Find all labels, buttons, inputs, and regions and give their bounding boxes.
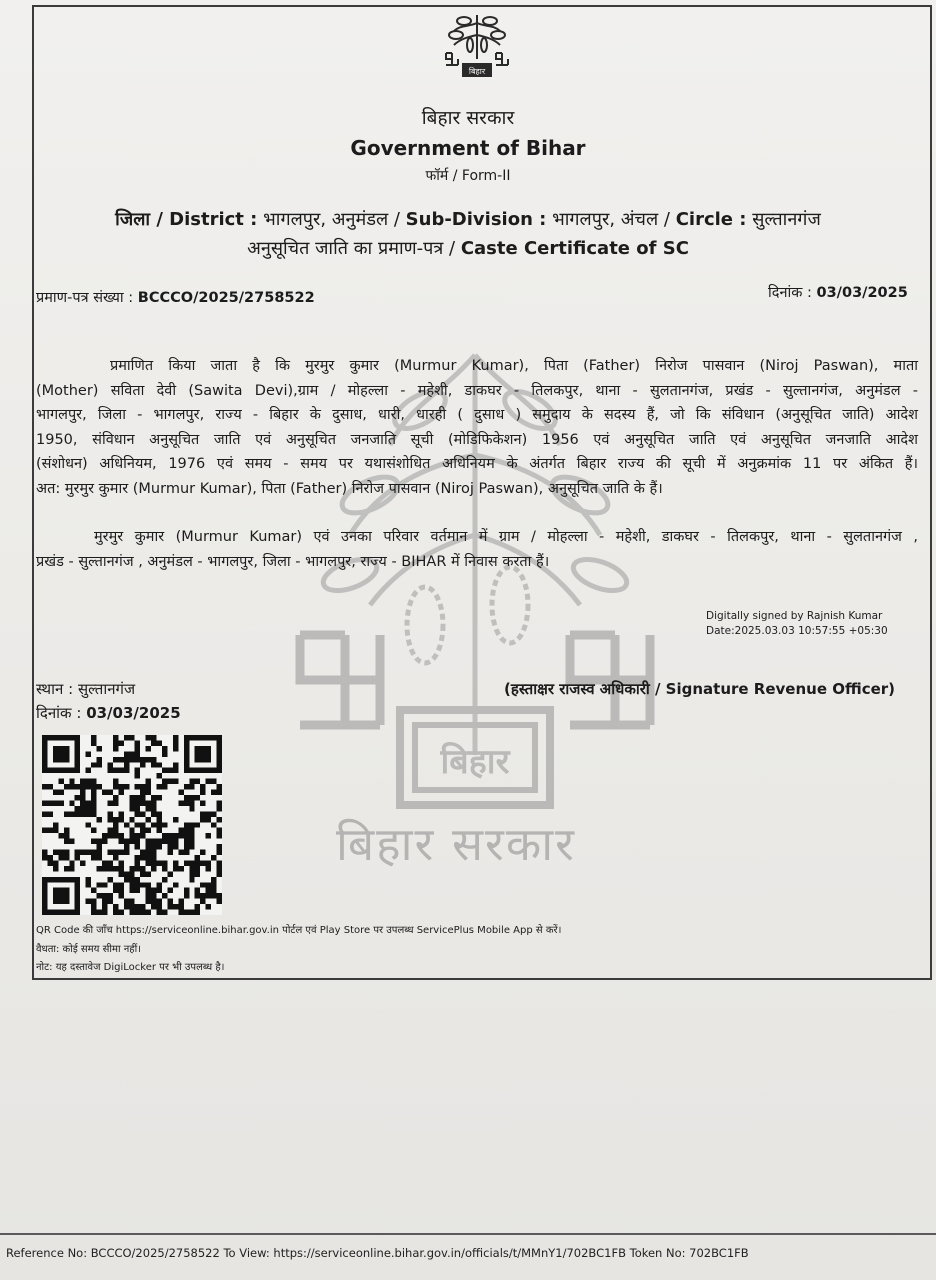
reference-line: Reference No: BCCCO/2025/2758522 To View: https://serviceonline.bihar.gov.in/officials/t/MMnY1/702BC1FB Token No: 702BC1FB bbox=[6, 1246, 749, 1260]
paragraph-line: (संशोधन) अधिनियम, 1976 एवं समय - समय पर यथासंशोधित अधिनियम के अंतर्गत बिहार राज्य की सूची में अनुक्रमांक 11 पर अंकित हैं। bbox=[36, 456, 918, 472]
issue-date bbox=[768, 282, 908, 302]
paragraph-line: (Mother) सविता देवी (Sawita Devi),ग्राम / मोहल्ला - महेशी, डाकघर - तिलकपुर, थाना - सुलतानगंज, प्रखंड - सुल्तानगंज, अनुमंडल - bbox=[36, 382, 918, 399]
paragraph-line: अत: मुरमुर कुमार (Murmur Kumar), पिता (Father) निरोज पासवान (Niroj Paswan), अनुसूचित जाति के हैं। bbox=[36, 480, 663, 497]
issue-date-value: 03/03/2025 bbox=[816, 285, 908, 301]
certificate-number bbox=[36, 287, 315, 307]
place-value: सुल्तानगंज bbox=[77, 680, 136, 698]
digital-signature-date: Date:2025.03.03 10:57:55 +05:30 bbox=[706, 625, 888, 637]
certificate-number-value: BCCCO/2025/2758522 bbox=[137, 290, 315, 306]
circle-value: सुल्तानगंज bbox=[752, 209, 821, 230]
issue-date-label: दिनांक : bbox=[768, 285, 812, 301]
place bbox=[36, 679, 135, 699]
subdivision-label: Sub-Division : bbox=[405, 209, 547, 230]
certificate-title-hindi: अनुसूचित जाति का प्रमाण-पत्र / bbox=[247, 238, 456, 259]
circle-label: Circle : bbox=[675, 209, 747, 230]
bottom-divider bbox=[0, 1233, 936, 1235]
digital-signature bbox=[706, 609, 888, 639]
certification-paragraph bbox=[36, 354, 918, 501]
place-date-label: दिनांक : bbox=[36, 704, 82, 722]
paragraph-line: प्रमाणित किया जाता है कि मुरमुर कुमार (Murmur Kumar), पिता (Father) निरोज पासवान (Niroj Paswan), माता bbox=[110, 358, 918, 374]
paragraph-line: भागलपुर, जिला - भागलपुर, राज्य - बिहार के दुसाध, धारी, धारही ( दुसाध ) समुदाय के सदस्य हैं, जो कि संविधान (अनुसूचित जाति) आदेश bbox=[36, 407, 918, 423]
digital-signature-name: Digitally signed by Rajnish Kumar bbox=[706, 610, 883, 622]
footer-note-digilocker: नोट: यह दस्तावेज DigiLocker पर भी उपलब्ध है। bbox=[36, 962, 225, 973]
district-label: जिला / District : bbox=[115, 209, 258, 230]
bodhi-tree-emblem-icon bbox=[440, 9, 514, 83]
place-date bbox=[36, 703, 181, 723]
title-english: Government of Bihar bbox=[350, 136, 586, 160]
paragraph-line: मुरमुर कुमार (Murmur Kumar) एवं उनका परिवार वर्तमान में ग्राम / मोहल्ला - महेशी, डाकघर - तिलकपुर, थाना - सुलतानगंज , bbox=[94, 529, 918, 545]
place-date-value: 03/03/2025 bbox=[86, 704, 181, 722]
title-hindi: बिहार सरकार bbox=[421, 107, 515, 129]
district-value: भागलपुर, अनुमंडल / bbox=[263, 209, 400, 230]
svg-text:बिहार: बिहार bbox=[440, 742, 510, 782]
footer-note-validity: वैधता: कोई समय सीमा नहीं। bbox=[36, 944, 141, 955]
residence-paragraph bbox=[36, 525, 918, 574]
subdivision-value: भागलपुर, अंचल / bbox=[552, 209, 670, 230]
svg-text:बिहार: बिहार bbox=[468, 67, 486, 76]
certificate-title bbox=[0, 236, 936, 260]
certificate-title-english: Caste Certificate of SC bbox=[460, 238, 689, 259]
qr-code-icon[interactable] bbox=[42, 733, 222, 917]
paragraph-line: 1950, संविधान अनुसूचित जाति एवं अनुसूचित जनजाति सूची (मोडिफिकेशन) 1956 एवं अनुसूचित जाति एवं अनुसूचित जनजाति आदेश bbox=[36, 431, 918, 448]
form-label: फॉर्म / Form-II bbox=[425, 168, 511, 184]
location-line bbox=[0, 207, 936, 231]
certificate-number-label: प्रमाण-पत्र संख्या : bbox=[36, 290, 134, 306]
signature-label: (हस्ताक्षर राजस्व अधिकारी / Signature Revenue Officer) bbox=[504, 680, 896, 698]
paragraph-line: प्रखंड - सुल्तानगंज , अनुमंडल - भागलपुर, जिला - भागलपुर, राज्य - BIHAR में निवास करता हैं। bbox=[36, 553, 550, 570]
footer-note-qr: QR Code की जाँच https://serviceonline.bihar.gov.in पोर्टल एवं Play Store पर उपलब्ध ServicePlus Mobile App से करें। bbox=[36, 925, 562, 936]
place-label: स्थान : bbox=[36, 680, 74, 698]
watermark-text: बिहार सरकार bbox=[336, 817, 576, 871]
